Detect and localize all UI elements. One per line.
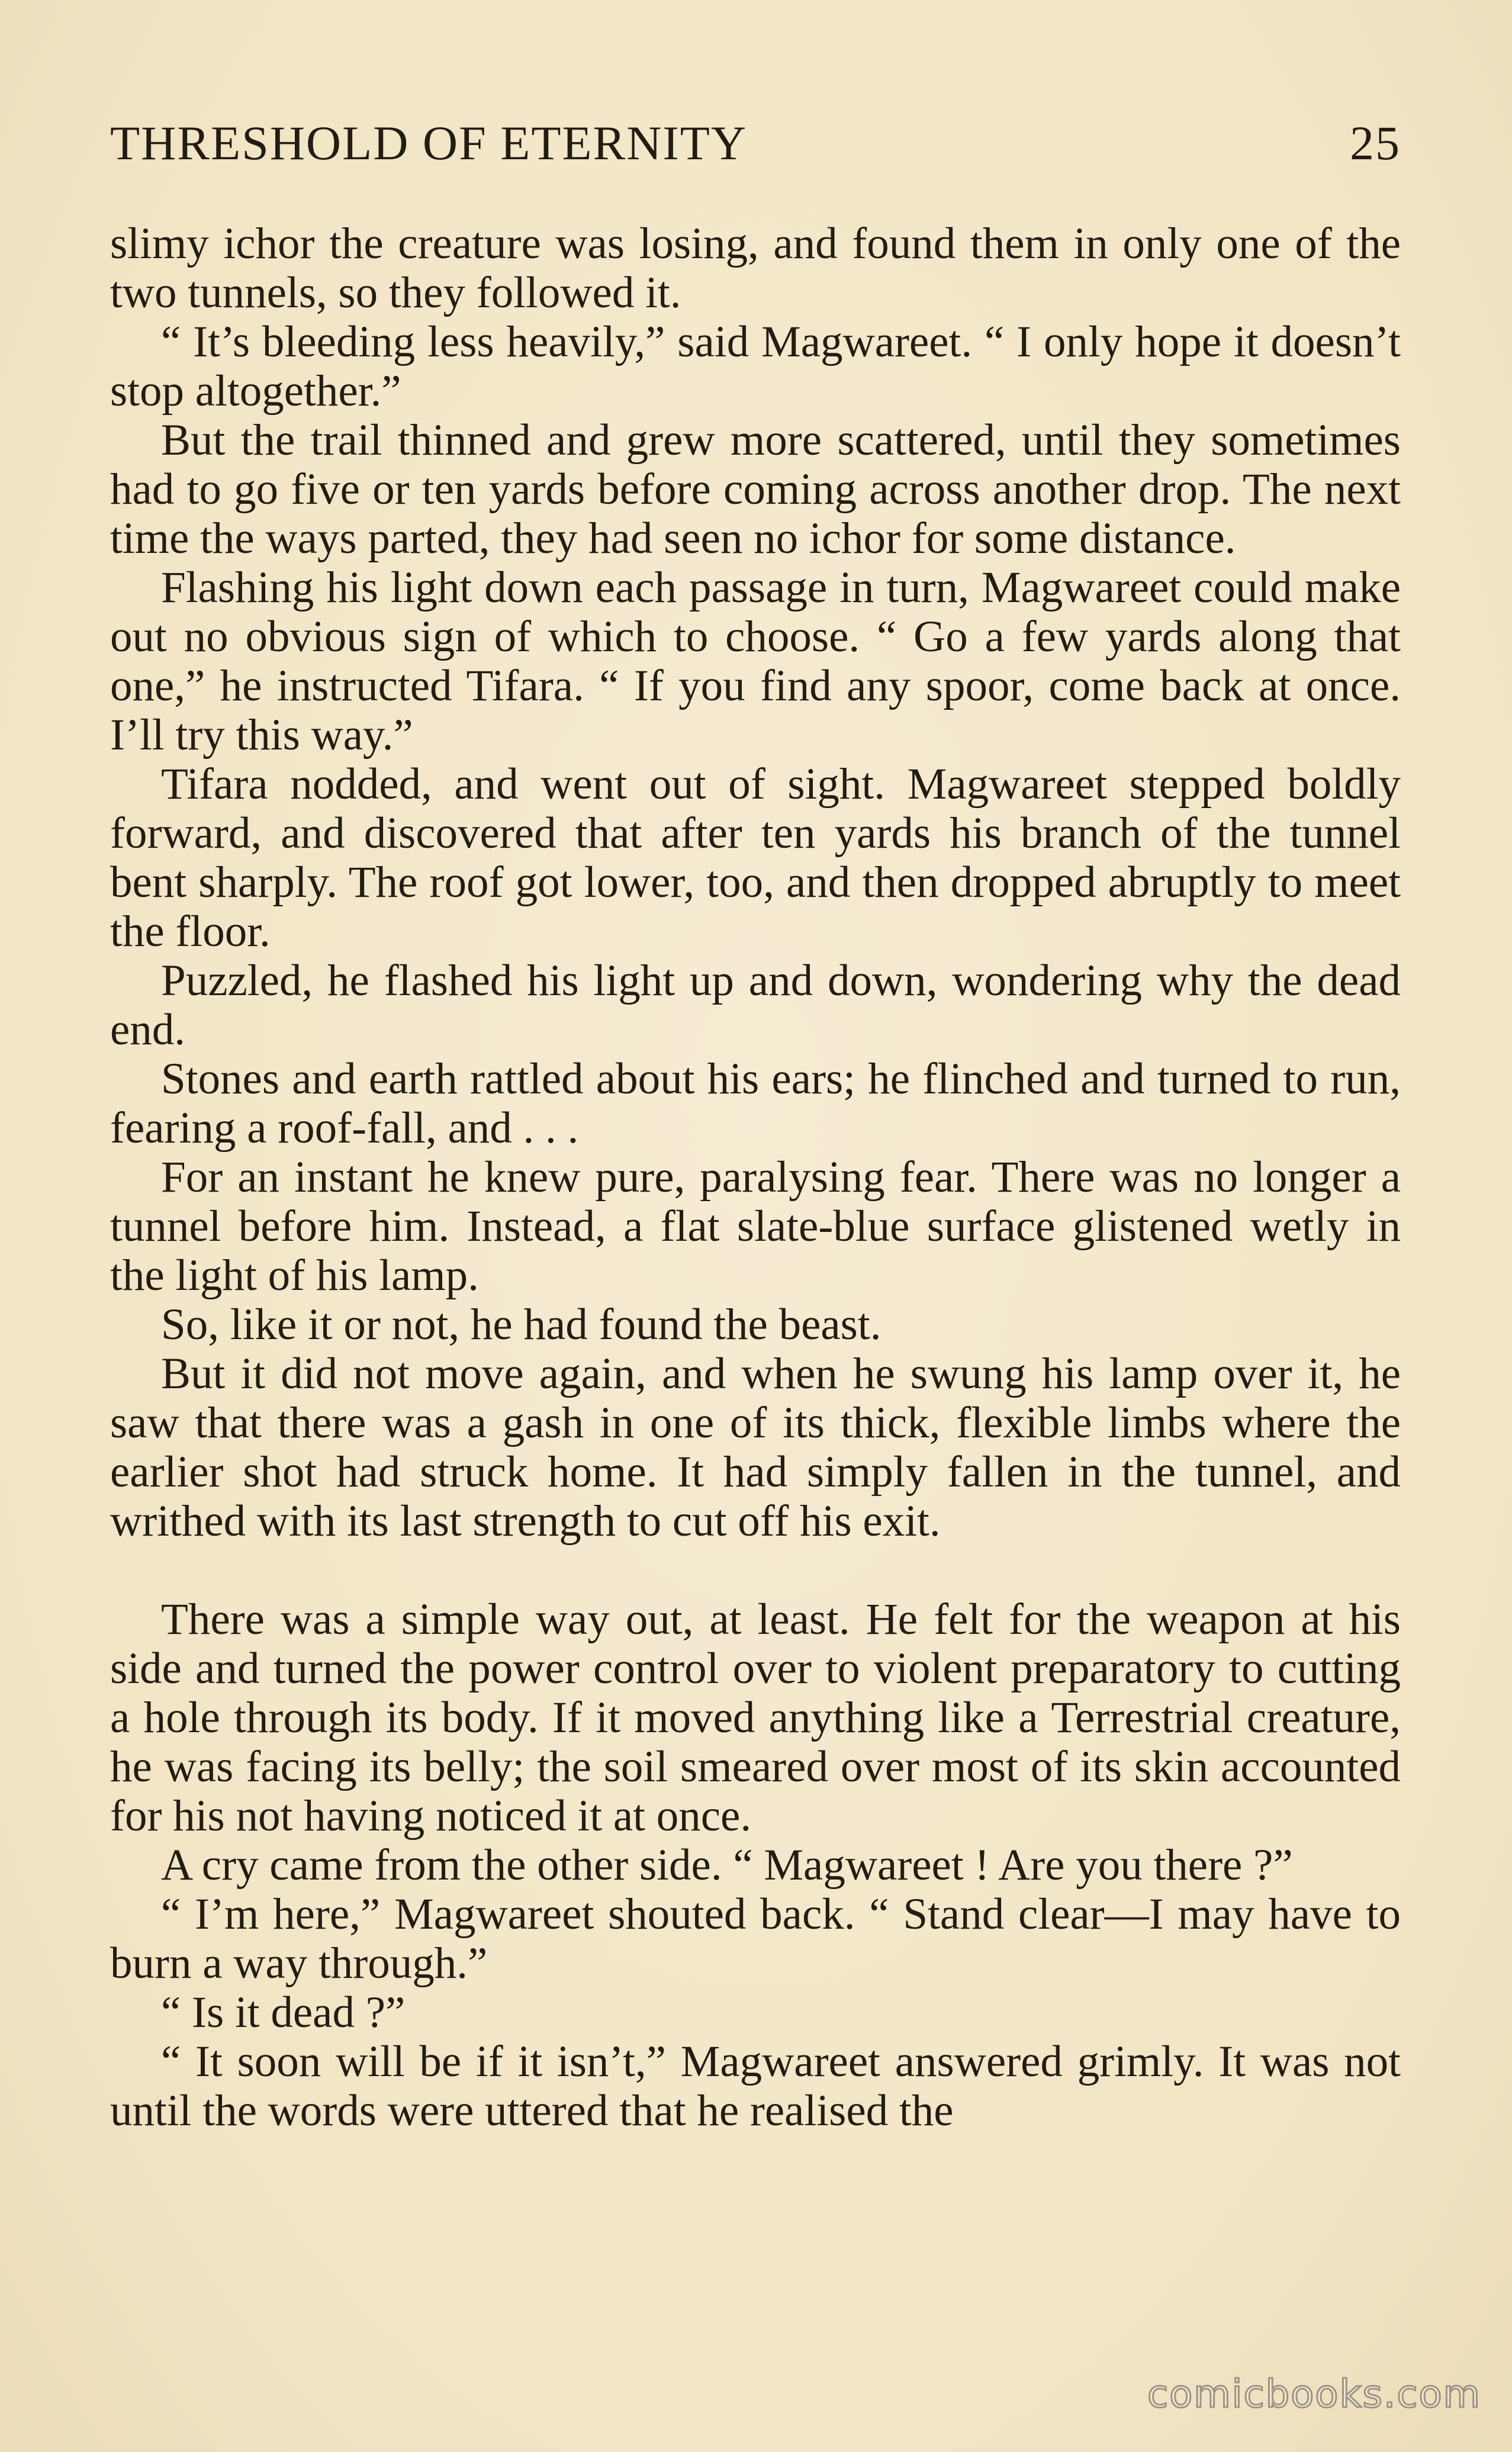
paragraph: But it did not move again, and when he swung his lamp over it, he saw that there was a gash in one of its thick, flexible limbs where the earlier shot had struck home. It had simply fallen in the tunnel, and writhed with its last strength to cut off his exit. [110,1349,1401,1546]
paragraph: “ I’m here,” Magwareet shouted back. “ Stand clear—I may have to burn a way through.” [110,1890,1401,1988]
page-header [110,115,1401,181]
paragraph: “ Is it dead ?” [161,1988,406,2037]
running-head: THRESHOLD OF ETERNITY [110,116,748,170]
watermark: comicbooks.com [1147,2373,1481,2416]
paragraph: For an instant he knew pure, paralysing fear. There was no longer a tunnel before him. Instead, a flat slate-blue surface glistened wetly in the light of his lamp. [110,1153,1401,1300]
paragraph: So, like it or not, he had found the beast. [161,1300,882,1349]
paragraph: Puzzled, he flashed his light up and down, wondering why the dead end. [110,956,1401,1054]
paragraph: slimy ichor the creature was losing, and found them in only one of the two tunnels, so they followed it. [110,219,1401,317]
paragraph: “ It’s bleeding less heavily,” said Magwareet. “ I only hope it doesn’t stop altogether.” [110,317,1401,416]
page-number: 25 [1350,116,1401,170]
paragraph: But the trail thinned and grew more scattered, until they sometimes had to go five or ten yards before coming across another drop. The next time the ways parted, they had seen no ichor for some distance. [110,416,1401,563]
paragraph: There was a simple way out, at least. He felt for the weapon at his side and turned the power control over to violent preparatory to cutting a hole through its body. If it moved anything like a Terrestrial creature, he was facing its belly; the soil smeared over most of its skin accounted for his not having noticed it at once. [110,1595,1401,1840]
body-text [110,219,1401,2135]
paragraph: “ It soon will be if it isn’t,” Magwareet answered grimly. It was not until the words were uttered that he realised the [110,2037,1401,2135]
paragraph: A cry came from the other side. “ Magwareet ! Are you there ?” [161,1840,1293,1890]
paragraph: Stones and earth rattled about his ears; he flinched and turned to run, fearing a roof-fall, and . . . [110,1054,1401,1153]
paragraph: Tifara nodded, and went out of sight. Magwareet stepped boldly forward, and discovered that after ten yards his branch of the tunnel bent sharply. The roof got lower, too, and then dropped abruptly to meet the floor. [110,760,1401,956]
paragraph: Flashing his light down each passage in turn, Magwareet could make out no obvious sign of which to choose. “ Go a few yards along that one,” he instructed Tifara. “ If you find any spoor, come back at once. I’ll try this way.” [110,563,1401,760]
